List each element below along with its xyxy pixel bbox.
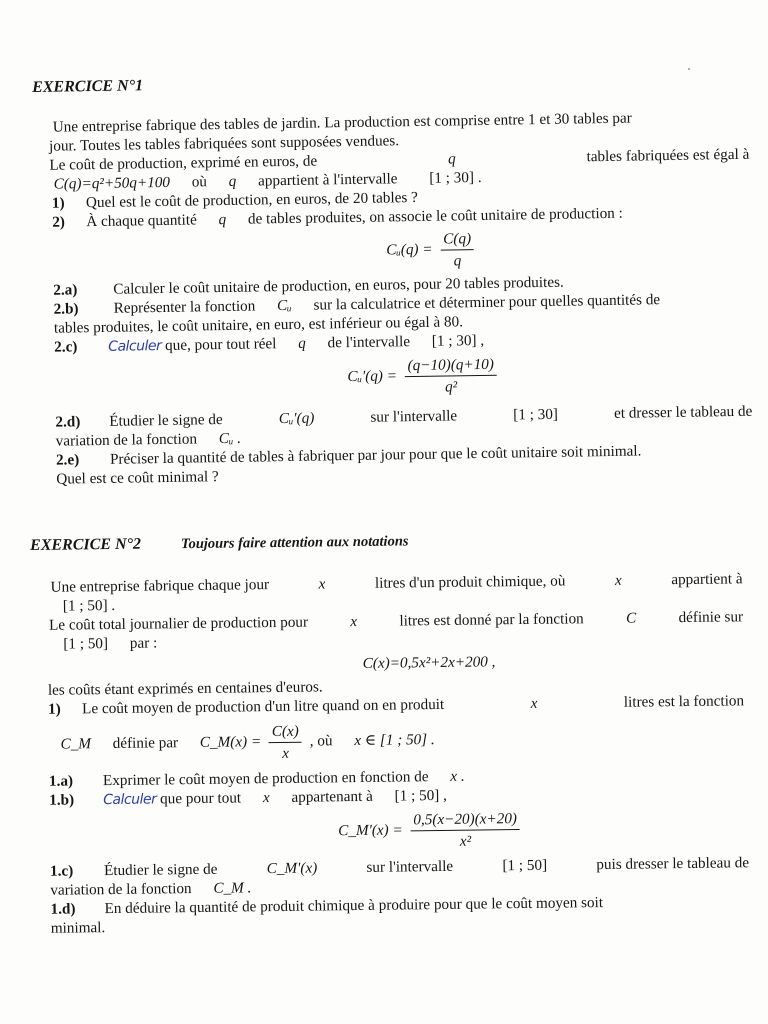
units-note: les coûts étant exprimés en centaines d'euros.: [47, 678, 323, 699]
exercise-1: [32, 67, 753, 489]
question-1b: 1.b) Calculer que pour tout x appartenant à [1 ; 50] ,: [49, 786, 448, 809]
fraction: $\frac{C(x)}{x}$: [269, 722, 302, 763]
question-1d-cont: minimal.: [50, 918, 106, 937]
question-2: 2) À chaque quantité q de tables produites, on associe le coût unitaire de production :: [52, 204, 623, 231]
intro-line: [1 ; 50] .: [62, 596, 116, 615]
exercise-2-title: EXERCICE N°2 Toujours faire attention aux notations: [30, 533, 409, 554]
intro-line: [1 ; 50] par :: [63, 634, 158, 653]
intro-line: Une entreprise fabrique chaque jour x litres d'un produit chimique, où x appartient à: [50, 570, 743, 596]
question-1: 1) Quel est le coût de production, en euros, de 20 tables ?: [51, 188, 418, 212]
intro-line: C(q)=q²+50q+100 où q appartient à l'intervalle [1 ; 30] .: [53, 168, 482, 193]
intro-line: jour. Toutes les tables fabriquées sont supposées vendues.: [48, 132, 400, 155]
question-1a: 1.a) Exprimer le coût moyen de production en fonction de x .: [48, 767, 465, 790]
exercise-1-intro: [33, 107, 749, 194]
fraction: $\frac{0,5(x-20)(x+20)}{\text{x²}}$: [410, 809, 520, 851]
handwritten-annotation: Calculer: [108, 338, 162, 355]
exercise-2-subtitle: Toujours faire attention aux notations: [180, 533, 409, 553]
question-1d: 1.d) En déduire la quantité de produit chimique à produire pour que le coût moyen soit: [50, 893, 604, 918]
question-2b: 2.b) Représenter la fonction Cᵤ sur la calculatrice et déterminer pour quelles quantités de: [53, 291, 661, 318]
exercise-1-title: EXERCICE N°1: [32, 77, 144, 96]
question-1: 1) Le coût moyen de production d'un litre quand on en produit x litres est la fonction: [48, 692, 745, 718]
handwritten-annotation: Calculer: [103, 791, 157, 809]
formula-derivative-unit-cost: Cᵤ'(q) = $\frac{(q-10)(q+10)}{\text{q²}}$: [96, 350, 752, 401]
formula-derivative-average-cost: C_M'(x) = $\frac{0,5(x-20)(x+20)}{\text{x²}}$: [113, 806, 748, 855]
fraction: $\frac{(q-10)(q+10)}{\text{q²}}$: [404, 354, 497, 396]
question-2b-cont: tables produites, le coût unitaire, en euro, est inférieur ou égal à 80.: [53, 313, 464, 337]
question-1c: 1.c) Étudier le signe de C_M'(x) sur l'intervalle [1 ; 50] puis dresser le tableau de: [49, 853, 750, 880]
formula-total-cost: C(x)=0,5x²+2x+200 ,: [362, 653, 496, 672]
formula-unit-cost: Cᵤ(q) = $\frac{C(q)}{q}$: [114, 225, 750, 276]
question-1c-cont: variation de la fonction C_M .: [50, 878, 252, 899]
question-2e: 2.e) Préciser la quantité de tables à fabriquer par jour pour que le coût unitaire soit minimal.: [55, 441, 642, 469]
intro-line: Le coût total journalier de production pour x litres est donné par la fonction C définie sur: [48, 608, 744, 634]
intro-line: Le coût de production, exprimé en euros, de q tables fabriquées est égal à: [49, 145, 750, 174]
question-1-cont: C_M définie par C_M(x) = $\frac{C(x)}{x}$ , où x ∈ [1 ; 50] .: [60, 722, 435, 762]
exercise-2: [30, 527, 750, 937]
question-2e-cont: Quel est ce coût minimal ?: [56, 467, 219, 488]
question-2d-cont: variation de la fonction Cᵤ .: [55, 429, 242, 450]
intro-line: Une entreprise fabrique des tables de jardin. La production est comprise entre 1 et 30 tables par: [52, 109, 632, 136]
question-2c: 2.c) Calculer que, pour tout réel q de l'intervalle [1 ; 30] ,: [54, 331, 485, 356]
question-2a: 2.a) Calculer le coût unitaire de production, en euros, pour 20 tables produites.: [53, 273, 564, 299]
fraction: $\frac{C(q)}{q}$: [440, 229, 474, 271]
question-2d: 2.d) Étudier le signe de Cᵤ'(q) sur l'intervalle [1 ; 30] et dresser le tableau de: [55, 402, 753, 431]
cost-formula: C(q)=q²+50q+100: [53, 173, 171, 193]
